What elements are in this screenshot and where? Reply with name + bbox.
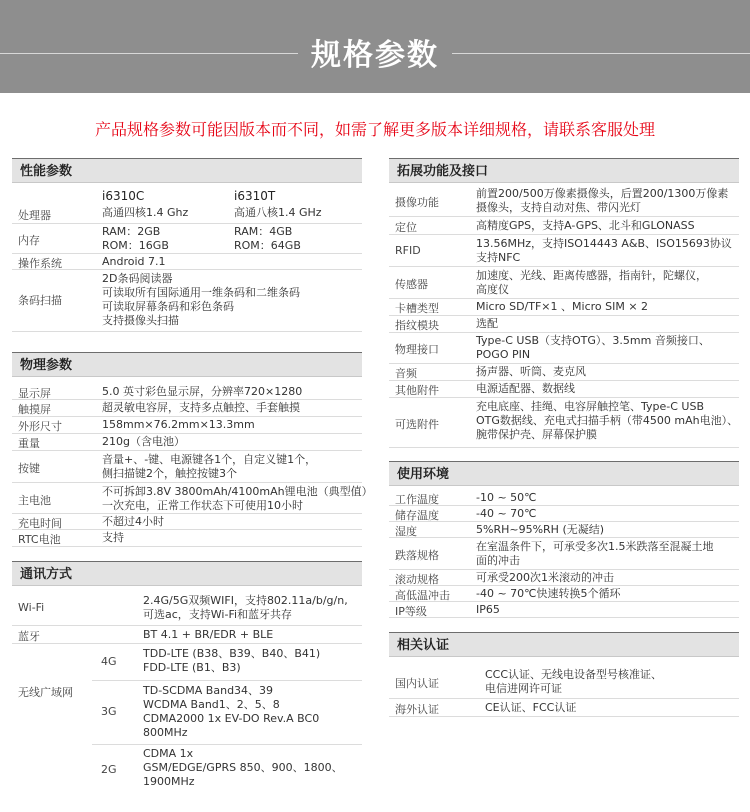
memory-t-rom: ROM：64GB: [234, 239, 301, 252]
row-value: [485, 668, 662, 696]
row-label: 工作温度: [395, 493, 439, 506]
row-dimensions: [12, 417, 362, 434]
row-value: [143, 594, 348, 622]
row-processor: [12, 204, 362, 224]
row-label: 内存: [18, 234, 40, 247]
wwan-label: 无线广域网: [18, 686, 73, 699]
row-value: 高精度GPS，支持A-GPS、北斗和GLONASS: [476, 219, 695, 232]
text-line: 2D条码阅读器: [102, 272, 173, 285]
row-label: 触摸屏: [18, 403, 51, 416]
row-4g: [92, 644, 362, 681]
row-value: [476, 269, 707, 297]
memory-t-ram: RAM：4GB: [234, 225, 293, 238]
text-line: 腕带保护壳、屏幕保护膜: [476, 428, 597, 441]
row-value: -10 ~ 50℃: [476, 491, 537, 504]
banner: [0, 0, 750, 93]
row-accessories: [389, 381, 739, 398]
row-value: 可承受200次1米滚动的冲击: [476, 571, 614, 584]
row-label: 定位: [395, 221, 417, 234]
row-rfid: [389, 235, 739, 267]
row-label: 指纹模块: [395, 319, 439, 332]
row-label: 其他附件: [395, 384, 439, 397]
text-line: CDMA2000 1x EV-DO Rev.A BC0: [143, 712, 320, 725]
row-value: 5.0 英寸彩色显示屏，分辨率720×1280: [102, 385, 303, 398]
row-label: 外形尺寸: [18, 420, 62, 433]
barcode-lines: [102, 272, 300, 328]
row-value: 电源适配器、数据线: [476, 382, 575, 395]
text-line: WCDMA Band1、2、5、8: [143, 698, 280, 711]
row-value: IP65: [476, 603, 500, 616]
row-value: [476, 334, 710, 362]
text-line: 不可拆卸3.8V 3800mAh/4100mAh锂电池（典型值）: [102, 485, 373, 498]
row-value: [143, 684, 319, 740]
row-label: 国内认证: [395, 677, 439, 690]
section-expansion: [389, 158, 739, 183]
text-line: 可读取屏幕条码和彩色条码: [102, 300, 234, 313]
row-label: 储存温度: [395, 509, 439, 522]
processor-c: 高通四核1.4 Ghz: [102, 206, 189, 219]
row-bluetooth: [12, 626, 362, 644]
text-line: 2.4G/5G双频WIFI，支持802.11a/b/g/n,: [143, 594, 348, 607]
row-label: 海外认证: [395, 703, 439, 716]
os-value: Android 7.1: [102, 255, 166, 268]
row-value: 超灵敏电容屏，支持多点触控、手套触摸: [102, 401, 300, 414]
row-label: RTC电池: [18, 533, 61, 546]
row-value: 158mm×76.2mm×13.3mm: [102, 418, 255, 431]
row-value: [143, 747, 343, 789]
model-c: i6310C: [102, 189, 145, 203]
page-title: 规格参数: [311, 38, 439, 73]
row-weight: [12, 434, 362, 451]
row-label: 跌落规格: [395, 549, 439, 562]
processor-t: 高通八核1.4 GHz: [234, 206, 322, 219]
row-touch: [12, 400, 362, 417]
row-value: 不超过4小时: [102, 515, 164, 528]
text-line: 电信进网许可证: [485, 682, 562, 695]
row-thermal-shock: [389, 586, 739, 602]
section-comms: [12, 561, 362, 586]
text-line: OTG数据线、充电式扫描手柄（带4500 mAh电池）、: [476, 414, 739, 427]
text-line: 摄像头，支持自动对焦、带闪光灯: [476, 201, 641, 214]
row-value: BT 4.1 + BR/EDR + BLE: [143, 628, 274, 641]
row-card-slot: [389, 299, 739, 316]
row-label: 操作系统: [18, 257, 62, 270]
text-line: 支持摄像头扫描: [102, 314, 179, 327]
text-line: 充电底座、挂绳、电容屏触控笔、Type-C USB: [476, 400, 704, 413]
row-value: CE认证、FCC认证: [485, 701, 577, 714]
row-ports: [389, 333, 739, 364]
row-value: [476, 540, 714, 568]
text-line: 可读取所有国际通用一维条码和二维条码: [102, 286, 300, 299]
row-memory: [12, 224, 362, 254]
row-label: 充电时间: [18, 517, 62, 530]
row-label: 可选附件: [395, 418, 439, 431]
row-charge-time: [12, 514, 362, 530]
row-tumble-spec: [389, 570, 739, 586]
section-performance: [12, 158, 362, 183]
row-value: [102, 485, 373, 513]
row-operating-temp: [389, 490, 739, 506]
row-storage-temp: [389, 506, 739, 522]
row-sensors: [389, 267, 739, 299]
row-value: [102, 453, 316, 481]
row-value: 支持: [102, 531, 124, 544]
row-value: 选配: [476, 317, 498, 330]
row-value: 210g（含电池）: [102, 435, 185, 448]
row-label: 蓝牙: [18, 630, 40, 643]
row-value: [476, 187, 728, 215]
text-line: POGO PIN: [476, 348, 531, 361]
row-label: 显示屏: [18, 387, 51, 400]
row-fingerprint: [389, 316, 739, 333]
row-audio: [389, 364, 739, 381]
row-3g: [92, 681, 362, 745]
row-label: 滚动规格: [395, 573, 439, 586]
row-keys: [12, 451, 362, 483]
text-line: 在室温条件下，可承受多次1.5米跌落至混凝土地: [476, 540, 714, 553]
section-physical: [12, 352, 362, 377]
row-label: Wi-Fi: [18, 601, 45, 614]
row-humidity: [389, 522, 739, 538]
row-label: 4G: [101, 655, 117, 668]
row-label: 卡槽类型: [395, 302, 439, 315]
row-label: RFID: [395, 244, 421, 257]
memory-c-ram: RAM：2GB: [102, 225, 161, 238]
row-value: [143, 647, 320, 675]
text-line: FDD-LTE (B1、B3): [143, 661, 241, 674]
row-label: 摄像功能: [395, 196, 439, 209]
text-line: 一次充电，正常工作状态下可使用10小时: [102, 499, 303, 512]
row-drop-spec: [389, 538, 739, 570]
row-label: IP等级: [395, 605, 427, 618]
row-value: [476, 237, 732, 265]
model-t: i6310T: [234, 189, 276, 203]
text-line: 面的冲击: [476, 554, 520, 567]
version-notice: 产品规格参数可能因版本而不同，如需了解更多版本详细规格，请联系客服处理: [94, 120, 655, 139]
text-line: 音量+、-键、电源键各1个，自定义键1个，: [102, 453, 317, 466]
memory-c-rom: ROM：16GB: [102, 239, 169, 252]
row-label: 处理器: [18, 209, 51, 222]
row-2g: [92, 745, 362, 795]
row-wifi: [12, 590, 362, 626]
row-overseas-cert: [389, 699, 739, 717]
section-heading: 通讯方式: [12, 561, 362, 586]
text-line: 侧扫描键2个，触控按键3个: [102, 467, 237, 480]
text-line: 高度仪: [476, 283, 509, 296]
row-label: 2G: [101, 763, 117, 776]
text-line: Type-C USB（支持OTG）、3.5mm 音频接口、: [476, 334, 710, 347]
section-certification: [389, 632, 739, 657]
row-os: [12, 254, 362, 270]
row-label: 物理接口: [395, 343, 439, 356]
section-heading: 使用环境: [389, 461, 739, 486]
row-label: 主电池: [18, 494, 51, 507]
section-environment: [389, 461, 739, 486]
row-label: 高低温冲击: [395, 589, 450, 602]
text-line: 支持NFC: [476, 251, 521, 264]
text-line: 1900MHz: [143, 775, 195, 788]
text-line: 800MHz: [143, 726, 188, 739]
text-line: CDMA 1x: [143, 747, 194, 760]
row-label: 3G: [101, 705, 117, 718]
text-line: 加速度、光线、距离传感器，指南针，陀螺仪，: [476, 269, 707, 282]
row-label: 按键: [18, 462, 40, 475]
row-value: 5%RH~95%RH (无凝结): [476, 523, 605, 536]
row-label: 条码扫描: [18, 294, 62, 307]
row-location: [389, 217, 739, 235]
row-value: -40 ~ 70℃快速转换5个循环: [476, 587, 621, 600]
row-barcode: [12, 270, 362, 332]
text-line: 13.56MHz，支持ISO14443 A&B、ISO15693协议: [476, 237, 732, 250]
row-label: 传感器: [395, 278, 428, 291]
row-domestic-cert: [389, 666, 739, 699]
text-line: 前置200/500万像素摄像头，后置200/1300万像素: [476, 187, 729, 200]
row-display: [12, 384, 362, 400]
text-line: TDD-LTE (B38、B39、B40、B41): [143, 647, 321, 660]
row-label: 湿度: [395, 525, 417, 538]
text-line: 可选ac，支持Wi-Fi和蓝牙共存: [143, 608, 293, 621]
row-ip-rating: [389, 602, 739, 618]
row-value: Micro SD/TF×1 、Micro SIM × 2: [476, 300, 649, 313]
text-line: TD-SCDMA Band34、39: [143, 684, 274, 697]
row-optional-accessories: [389, 398, 739, 448]
row-label: 音频: [395, 367, 417, 380]
text-line: CCC认证、无线电设备型号核准证、: [485, 668, 663, 681]
row-camera: [389, 185, 739, 217]
section-heading: 物理参数: [12, 352, 362, 377]
text-line: GSM/EDGE/GPRS 850、900、1800、: [143, 761, 343, 774]
row-value: [476, 400, 738, 442]
row-battery: [12, 483, 373, 514]
row-value: 扬声器、听筒、麦克风: [476, 365, 586, 378]
row-value: -40 ~ 70℃: [476, 507, 537, 520]
section-heading: 拓展功能及接口: [389, 158, 739, 183]
row-label: 重量: [18, 437, 40, 450]
row-rtc: [12, 530, 362, 547]
section-heading: 性能参数: [12, 158, 362, 183]
section-heading: 相关认证: [389, 632, 739, 657]
